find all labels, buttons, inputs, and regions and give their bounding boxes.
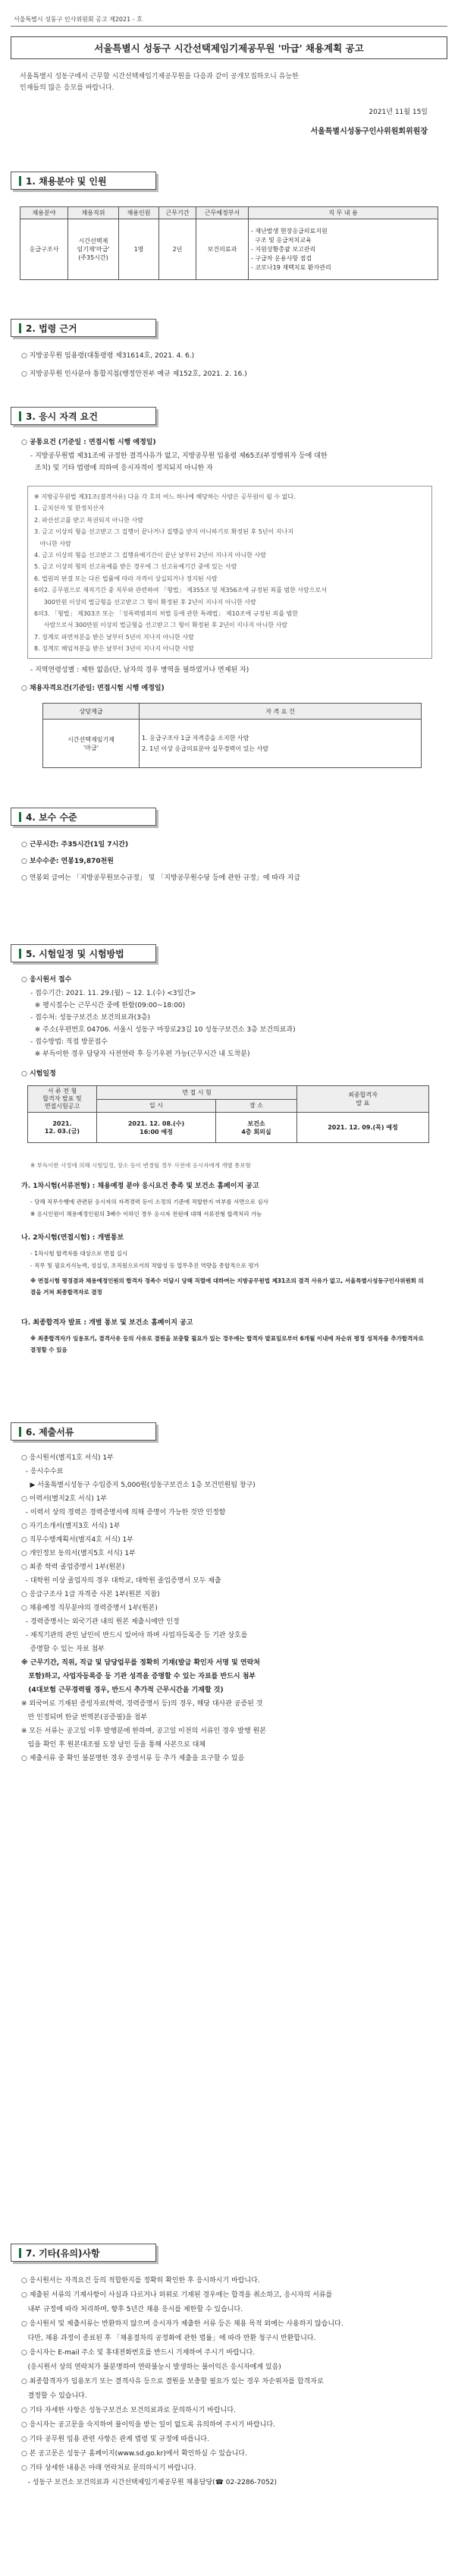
- disqualification-line: 6의3. 「형법」 제303조 또는 「성폭력범죄의 처벌 등에 관한 특례법」 제10조에 규정된 죄를 범한: [34, 610, 298, 618]
- qualification-table: [42, 703, 422, 768]
- issuing-organization: 서울특별시성동구인사위원회위원장: [310, 128, 428, 136]
- note-line: 다만, 채용 과정이 종료된 후 「채용절차의 공정화에 관한 법률」에 따라 반환 청구시 반환합니다.: [21, 2335, 316, 2342]
- schedule-note: ※ 부득이한 사정에 의해 시험일정, 장소 등이 변경될 경우 사전에 응시자에게 개별 통보함: [30, 1162, 251, 1169]
- table-cell: 2021. 12. 08.(수) 16:00 예정: [97, 1113, 216, 1143]
- table-cell: 시간선택제 임기제'마급' (주35시간): [68, 219, 119, 280]
- note-line: ○ 본 공고문은 성동구 홈페이지(www.sd.go.kr)에서 확인하실 수 있습니다.: [21, 2450, 247, 2458]
- apply-line: ※ 주소(우편번호 04706. 서울시 성동구 마장로23길 10 성동구보건소 3층 보건의료과): [30, 1026, 296, 1034]
- document-line: 임을 확인 후 원본대조필 도장 날인 등을 통해 사본으로 대체: [21, 1741, 205, 1749]
- table-header: 서 류 전 형 합격자 발표 및 면접시험공고: [28, 1086, 97, 1113]
- phase2-title: 나. 2차시험(면접시험) : 개별통보: [21, 1234, 124, 1242]
- apply-line: ※ 평시접수는 근무시간 중에 한함(09:00~18:00): [30, 1002, 186, 1009]
- apply-line: - 접수방법: 직접 방문접수: [30, 1038, 108, 1046]
- qualification-cell: [140, 720, 422, 768]
- disqualification-line: 2. 파산선고를 받고 복권되지 아니한 사람: [34, 516, 143, 524]
- table-header: 일 시: [97, 1099, 216, 1113]
- phase1-line: ※ 응시인원이 채용예정인원의 3배수 이하인 경우 응시자 전원에 대해 서류전형 합격처리 가능: [30, 1211, 262, 1217]
- document-line: ○ 직무수행계획서(별지4호 서식) 1부: [21, 1536, 133, 1544]
- disqualification-line: 300만원 이상의 벌금형을 선고받고 그 형이 확정된 후 2년이 지나지 아니한 사람: [34, 598, 256, 606]
- document-line: ○ 최종 학력 졸업증명서 1부(원본): [21, 1564, 125, 1571]
- note-line: 결정할 수 있습니다.: [21, 2392, 87, 2400]
- pay-item: ○ 근무시간: 주35시간(1일 7시간): [21, 841, 129, 849]
- disqualification-line: 8. 징계로 해임처분을 받은 날부터 3년이 지나지 아니한 사람: [34, 645, 194, 653]
- table-cell: 2021. 12. 09.(목) 예정: [297, 1113, 429, 1143]
- pay-item: ○ 보수수준: 연봉19,870천원: [21, 858, 114, 865]
- disqualification-list: [28, 487, 431, 660]
- document-line: ○ 이력서(별지2호 서식) 1부: [21, 1495, 108, 1503]
- doc-number: 서울특별시 성동구 인사위원회 공고 제2021 - 호: [14, 16, 143, 23]
- duty-item: - 코로나19 재택치료 환자관리: [251, 263, 331, 271]
- document-line: - 재직기관의 관인 날인이 반드시 있어야 하며 사업자등록증 등 기관 상호를: [21, 1632, 248, 1639]
- disqualification-line: 아니한 사람: [34, 540, 71, 547]
- phase1-title: 가. 1차시험(서류전형) : 채용예정 분야 응시요건 충족 및 보건소 홈페이지 공고: [21, 1183, 259, 1190]
- table-header-row: [43, 704, 422, 720]
- qualification-title: ○ 채용자격요건(기준일: 면접시험 시행 예정일): [21, 685, 165, 692]
- document-line: - 이력서 상의 경력은 경력증명서에 의해 증명이 가능한 것만 인정함: [21, 1509, 226, 1516]
- document-line: ※ 모든 서류는 공고일 이후 발행분에 한하며, 공고일 이전의 서류인 경우 발행 원본: [21, 1727, 266, 1735]
- disqualification-box: [27, 486, 432, 659]
- table-cell: 시간선택제임기제 '마급': [43, 720, 140, 768]
- disqualification-line: 6의2. 공무원으로 재직기간 중 직무와 관련하여 「형법」 제355조 및 제356조에 규정된 죄를 범한 사람으로서: [34, 587, 327, 594]
- table-cell: 2021. 12. 03.(금): [28, 1113, 97, 1143]
- section-heading-notes: 7. 기타(유의)사항: [11, 2244, 156, 2262]
- document-line: ○ 응시원서(별지1호 서식) 1부: [21, 1454, 114, 1462]
- note-line: ○ 응시자는 공고문을 숙지하여 불이익을 받는 일이 없도록 유의하여 주시기 바랍니다.: [21, 2421, 275, 2429]
- notice-date: 2021년 11월 15일: [369, 109, 428, 116]
- document-line: - 경력증명서는 외국기관 내의 원본 제출시에만 인정: [21, 1618, 180, 1626]
- document-line: ○ 채용예정 직무분야의 경력증명서 1부(원본): [21, 1604, 158, 1612]
- disqualification-line: ※ 지방공무원법 제31조(결격사유) 다음 각 호의 어느 하나에 해당하는 사람은 공무원이 될 수 없다.: [34, 493, 296, 500]
- document-bold-line: ※ 근무기간, 직위, 직급 및 담당업무를 정확히 기재(발급 확인자 서명 및 연락처: [21, 1659, 260, 1667]
- disqualification-line: 4. 금고 이상의 형을 선고받고 그 집행유예기간이 끝난 날부터 2년이 지나지 아니한 사람: [34, 552, 266, 559]
- note-line: ○ 기타 상세한 내용은 아래 연락처로 문의하시기 바랍니다.: [21, 2464, 196, 2472]
- section-heading-pay: 4. 보수 수준: [11, 808, 156, 826]
- duties-cell: [249, 219, 438, 280]
- table-header-row: [28, 1086, 429, 1100]
- table-cell: 보건소 4층 회의실: [216, 1113, 297, 1143]
- note-line: ○ 응시자는 E-mail 주소 및 휴대전화번호를 반드시 기재하여 주시기 바랍니다.: [21, 2349, 256, 2357]
- document-line: ○ 자기소개서(별지3호 서식) 1부: [21, 1523, 121, 1530]
- table-header: 면 접 시 험: [97, 1086, 297, 1100]
- table-header: 채용분야: [20, 207, 68, 219]
- note-line: ○ 기타 공무원 임용 관련 사항은 관계 법령 및 규정에 따릅니다.: [21, 2436, 209, 2443]
- common-requirement-title: ○ 공통요건 (기준일 : 면접시험 시행 예정일): [21, 439, 156, 446]
- table-header: 상당계급: [43, 704, 140, 720]
- table-header: 직 무 내 용: [249, 207, 438, 219]
- qualification-item: 2. 1년 이상 응급의료분야 실무경력이 있는 사람: [142, 745, 269, 752]
- header-divider: [11, 26, 447, 27]
- document-line: ▶ 서울특별시성동구 수입증지 5,000원(성동구보건소 1층 보건민원팀 창구): [21, 1482, 256, 1489]
- requirement-line: 조치) 및 기타 법령에 의하여 응시자격이 정지되지 아니한 자: [30, 464, 213, 472]
- section-heading-schedule: 5. 시험일정 및 시험방법: [11, 944, 156, 962]
- intro-line: 서울특별시 성동구에서 근무할 시간선택제임기제공무원을 다음과 같이 공개모집하오니 유능한: [20, 73, 299, 80]
- section-heading-recruitment: 1. 채용분야 및 인원: [11, 172, 156, 190]
- qualification-item: 1. 응급구조사 1급 자격증을 소지한 사람: [142, 734, 249, 742]
- table-header: 장 소: [216, 1099, 297, 1113]
- disqualification-line: 7. 징계로 파면처분을 받은 날부터 5년이 지나지 아니한 사람: [34, 633, 194, 641]
- disqualification-line: 사람으로서 300만원 이상의 벌금형을 선고받고 그 형이 확정된 후 2년이 지나지 아니한 사람: [34, 622, 288, 629]
- document-line: ○ 개인정보 동의서(별지5호 서식) 1부: [21, 1550, 136, 1557]
- table-header: 근무예정부서: [196, 207, 249, 219]
- apply-line: - 접수처: 성동구보건소 보건의료과(3층): [30, 1014, 151, 1022]
- table-cell: 2년: [159, 219, 196, 280]
- region-age-gender-note: - 지역연령성별 : 제한 없음(단, 남자의 경우 병역을 필하였거나 면제된 자): [30, 666, 249, 674]
- apply-line: - 접수기간: 2021. 11. 29.(월) ~ 12. 1.(수) <3일간>: [30, 990, 196, 997]
- section-heading-legal-basis: 2. 법령 근거: [11, 319, 156, 337]
- table-row: [43, 720, 422, 768]
- table-cell: 응급구조사: [20, 219, 68, 280]
- phase2-line: - 1차시험 합격자를 대상으로 면접 실시: [30, 1250, 128, 1257]
- document-line: ○ 응급구조사 1급 자격증 사본 1부(원본 지참): [21, 1591, 160, 1598]
- document-line: - 응시수수료: [21, 1468, 64, 1475]
- phase2-bold-note: ※ 면접시험 평정결과 채용예정인원의 합격자 정족수 미달시 당해 직렬에 대하여는 지방공무원법 제31조의 결격 사유가 없고, 서울특별시성동구인사위원회 의결을 거쳐 최종합격자로 결정: [30, 1277, 424, 1296]
- disqualification-line: 1. 금치산자 및 한정치산자: [34, 505, 105, 512]
- note-line: - 성동구 보건소 보건의료과 시간선택제임기제공무원 채용담당(☎ 02-2286-7052): [21, 2479, 278, 2486]
- document-line: - 대학원 이상 졸업자의 경우 대학교, 대학원 졸업증명서 모두 제출: [21, 1577, 221, 1585]
- table-header: 근무기간: [159, 207, 196, 219]
- disqualification-line: 3. 금고 이상의 형을 선고받고 그 집행이 끝나거나 집행을 받지 아니하기로 확정된 후 5년이 지나지: [34, 528, 293, 536]
- note-line: (응시원서 상의 연락처가 불분명하여 연락불능시 발생하는 불이익은 응시자에게 있음): [21, 2363, 281, 2371]
- schedule-title: ○ 시험일정: [21, 1070, 56, 1078]
- intro-line: 인재들의 많은 응모를 바랍니다.: [20, 84, 114, 92]
- requirement-line: - 지방공무원법 제31조에 규정한 결격사유가 없고, 지방공무원 임용령 제65조(부정행위자 등에 대한: [30, 452, 328, 460]
- notes-list: [21, 2274, 431, 2490]
- phase1-line: - 당해 직무수행에 관련된 응시자의 자격경력 등이 소정의 기준에 적합한지 여부를 서면으로 심사: [30, 1198, 268, 1205]
- apply-title: ○ 응시원서 접수: [21, 976, 72, 984]
- document-title: 서울특별시 성동구 시간선택제임기제공무원 '마급' 채용계획 공고: [11, 36, 447, 59]
- note-line: ○ 최종합격자가 임용포기 또는 결격사유 등으로 결원을 보충할 필요가 있는 경우 차순위자를 합격자로: [21, 2378, 324, 2385]
- note-line: ○ 기타 자세한 사항은 성동구보건소 보건의료과로 문의하시기 바랍니다.: [21, 2407, 236, 2414]
- document-line: ※ 외국어로 기재된 증빙자료(학력, 경력증명서 등)의 경우, 해당 대사관 공증된 것: [21, 1700, 263, 1708]
- document-line: 만 인정되며 한글 번역본(공증필)을 첨부: [21, 1714, 148, 1721]
- duty-item: - 구급차 운용사항 점검: [251, 254, 312, 262]
- table-row: [20, 219, 438, 280]
- phase3-title: 다. 최종합격자 발표 : 개별 통보 및 보건소 홈페이지 공고: [21, 1319, 193, 1327]
- table-header: 최종합격자 발 표: [297, 1086, 429, 1113]
- note-line: ○ 응시원서 및 제출서류는 반환하지 않으며 응시자가 제출한 서류 등은 채용 목적 외에는 사용하지 않습니다.: [21, 2320, 344, 2328]
- document-line: 증명할 수 있는 자료 첨부: [21, 1645, 105, 1653]
- recruitment-table: [20, 206, 438, 280]
- disqualification-line: 6. 법원의 판결 또는 다른 법률에 따라 자격이 상실되거나 정지된 사람: [34, 575, 218, 582]
- phase2-line: - 직무 및 필요지식능력, 성실성, 조직원으로서의 적합성 등 업무추진 역량을 종합적으로 평가: [30, 1262, 259, 1269]
- section-heading-documents: 6. 제출서류: [11, 1422, 156, 1441]
- intro-text: [20, 71, 438, 94]
- table-header: 채용직위: [68, 207, 119, 219]
- table-cell: 1명: [119, 219, 159, 280]
- note-line: ○ 제출된 서류의 기재사항이 사실과 다르거나 허위로 기재된 경우에는 합격을 취소하고, 응시자의 서류를: [21, 2291, 333, 2299]
- duty-item: - 지원상황총괄 보고관리: [251, 245, 316, 253]
- legal-basis-item: ○ 지방공무원 임용령(대통령령 제31614호, 2021. 4. 6.): [21, 352, 195, 360]
- pay-item: ○ 연봉외 급여는 「지방공무원보수규정」 및 「지방공무원수당 등에 관한 규정」에 따라 지급: [21, 874, 301, 882]
- apply-line: ※ 부득이한 경우 담당자 사전연락 후 등기우편 가능(근무시간 내 도착분): [30, 1050, 250, 1058]
- table-header: 자 격 요 건: [140, 704, 422, 720]
- section-heading-eligibility: 3. 응시 자격 요건: [11, 407, 156, 425]
- document-bold-line: 포함)하고, 사업자등록증 등 기관 성격을 증명할 수 있는 자료를 반드시 첨부: [21, 1673, 256, 1680]
- schedule-table: [27, 1085, 429, 1143]
- duty-item: 구조 및 응급처치교육: [251, 236, 312, 244]
- document-bold-line: (4대보험 근무경력필 경우, 반드시 추가적 근무시간을 기재할 것): [21, 1686, 224, 1694]
- table-header-row: [20, 207, 438, 219]
- note-line: 내부 규정에 따라 처리하며, 향후 5년간 채용 응시를 제한할 수 있습니다.: [21, 2306, 243, 2313]
- document-line: ○ 제출서류 중 확인 불분명한 경우 증빙서류 등 추가 제출을 요구할 수 있음: [21, 1755, 245, 1762]
- phase3-bold-note: ※ 최종합격자가 임용포기, 결격사유 등의 사유로 결원을 보충할 필요가 있는 경우에는 합격자 발표일로부터 6개월 이내에 차순위 평정 성적자를 추가합격자로 결정할 수 있음: [30, 1335, 424, 1353]
- legal-basis-item: ○ 지방공무원 인사분야 통합지침(행정안전부 예규 제152호, 2021. 2. 16.): [21, 370, 247, 378]
- table-cell: 보건의료과: [196, 219, 249, 280]
- duty-item: - 재난발생 현장응급의료지원: [251, 227, 328, 235]
- table-header: 채용인원: [119, 207, 159, 219]
- documents-list: [21, 1451, 431, 1765]
- disqualification-line: 5. 금고 이상의 형의 선고유예를 받은 경우에 그 선고유예기간 중에 있는 사람: [34, 563, 237, 571]
- note-line: ○ 응시원서는 자격요건 등의 적합한지를 정확히 확인한 후 응시하시기 바랍니다.: [21, 2277, 260, 2285]
- table-row: [28, 1113, 429, 1143]
